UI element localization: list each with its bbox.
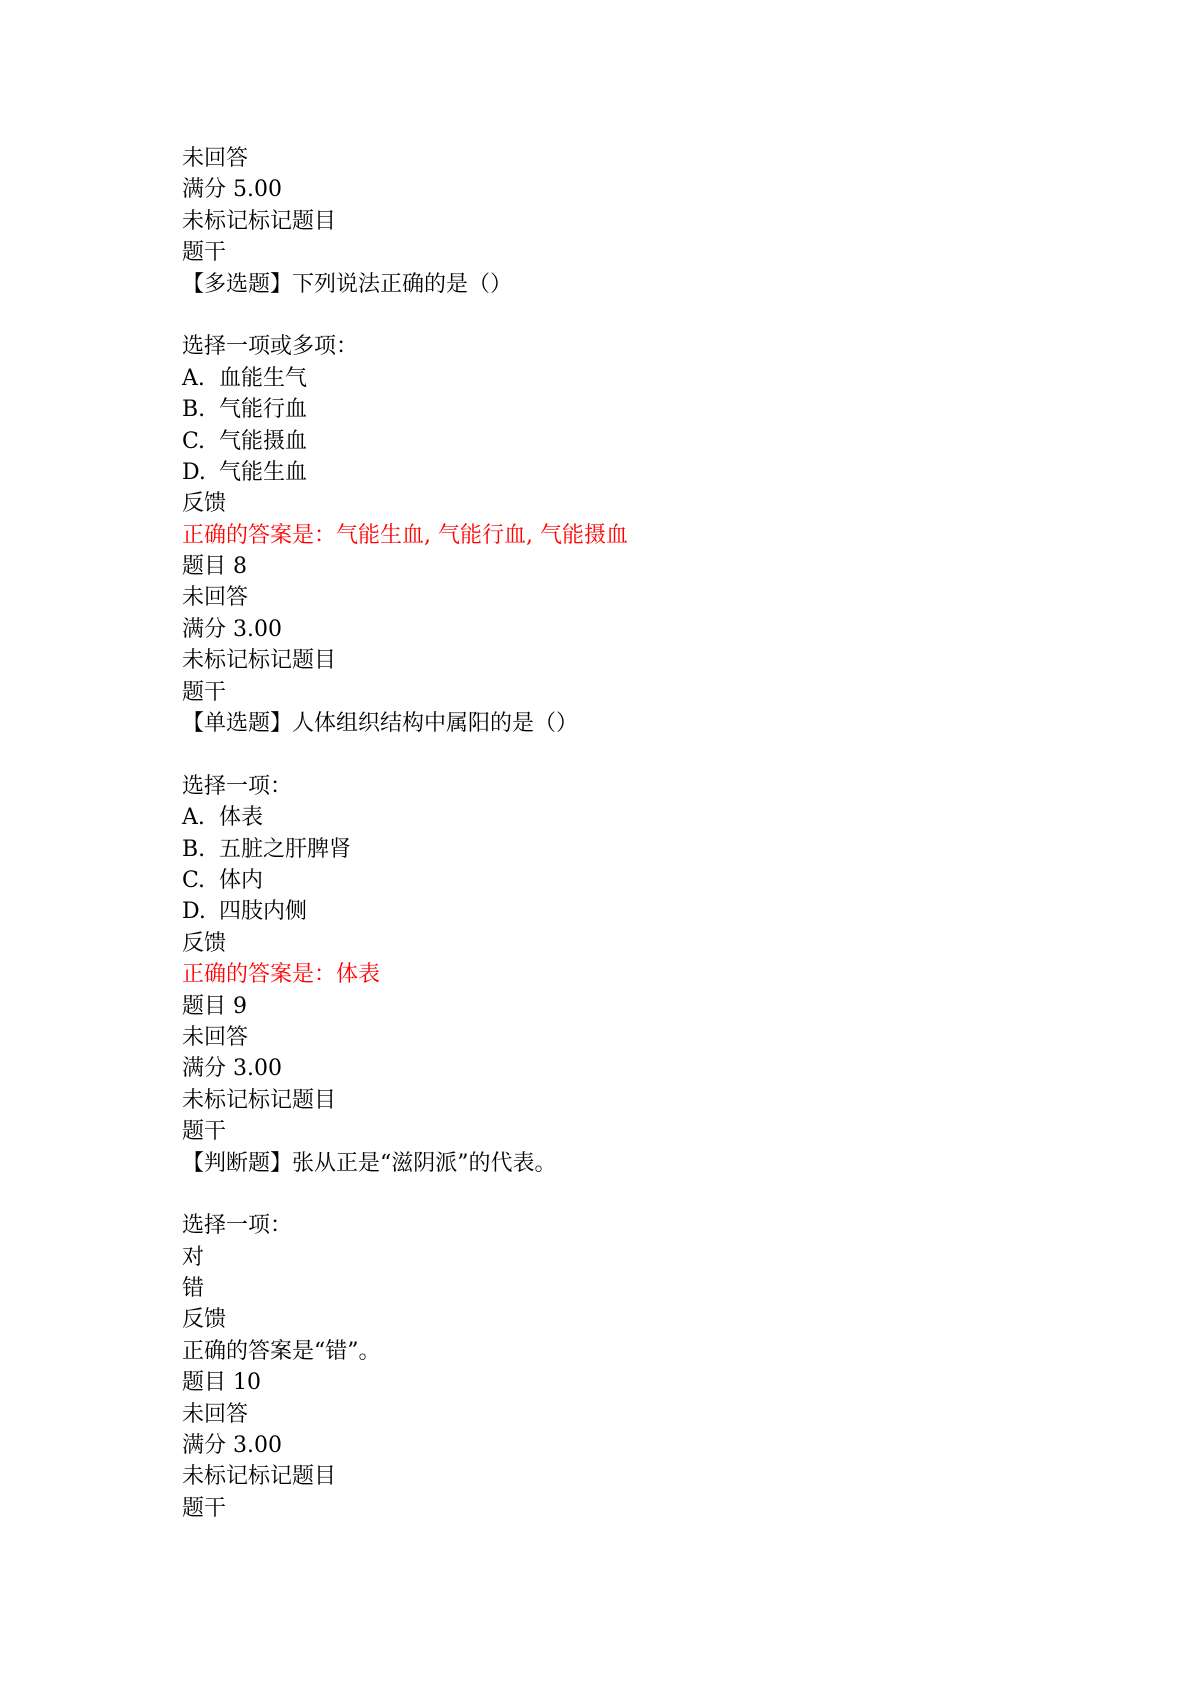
option-letter: A.	[182, 805, 205, 831]
flag-question-link[interactable]: 未标记标记题目	[182, 208, 337, 234]
correct-answer: 正确的答案是：体表	[182, 962, 381, 988]
option-a[interactable]	[182, 802, 1082, 833]
question-title: 题目 10	[182, 1370, 261, 1396]
option-text: 五脏之肝脾肾	[219, 836, 352, 862]
option-text: 体表	[219, 805, 264, 831]
option-letter: D.	[182, 899, 206, 925]
choice-prompt: 选择一项：	[182, 773, 293, 799]
option-d[interactable]	[182, 896, 1082, 927]
feedback-label: 反馈	[182, 1307, 227, 1333]
option-false[interactable]: 错	[182, 1276, 205, 1302]
question-stem: 【单选题】人体组织结构中属阳的是（）	[182, 711, 579, 737]
option-d[interactable]	[182, 457, 1082, 488]
option-text: 四肢内侧	[219, 899, 308, 925]
correct-answer: 正确的答案是“错”。	[182, 1338, 381, 1364]
question-score: 满分 3.00	[182, 1056, 282, 1082]
option-letter: B.	[182, 397, 206, 423]
option-letter: B.	[182, 836, 206, 862]
feedback-label: 反馈	[182, 930, 227, 956]
question-score: 满分 5.00	[182, 177, 282, 203]
flag-question-link[interactable]: 未标记标记题目	[182, 1464, 337, 1490]
question-score: 满分 3.00	[182, 1433, 282, 1459]
spacer	[182, 739, 1082, 770]
flag-question-link[interactable]: 未标记标记题目	[182, 1087, 337, 1113]
option-c[interactable]	[182, 426, 1082, 457]
option-true[interactable]: 对	[182, 1244, 205, 1270]
option-b[interactable]	[182, 394, 1082, 425]
question-status: 未回答	[182, 585, 249, 611]
option-text: 气能摄血	[219, 428, 308, 454]
question-status: 未回答	[182, 1401, 249, 1427]
option-b[interactable]	[182, 834, 1082, 865]
option-letter: A.	[182, 365, 205, 391]
option-letter: C.	[182, 867, 206, 893]
correct-answer: 正确的答案是：气能生血, 气能行血, 气能摄血	[182, 522, 628, 548]
choice-prompt: 选择一项或多项：	[182, 334, 359, 360]
option-a[interactable]	[182, 363, 1082, 394]
question-status: 未回答	[182, 146, 249, 171]
option-text: 气能行血	[219, 397, 308, 423]
option-c[interactable]	[182, 865, 1082, 896]
stem-label: 题干	[182, 1495, 227, 1521]
feedback-label: 反馈	[182, 491, 227, 517]
spacer	[182, 300, 1082, 331]
stem-label: 题干	[182, 1119, 227, 1145]
option-text: 气能生血	[219, 459, 308, 485]
question-title: 题目 9	[182, 993, 247, 1019]
question-stem: 【判断题】张从正是“滋阴派”的代表。	[182, 1150, 557, 1176]
choice-prompt: 选择一项：	[182, 1213, 293, 1239]
stem-label: 题干	[182, 679, 227, 705]
option-text: 血能生气	[219, 365, 308, 391]
option-letter: C.	[182, 428, 206, 454]
stem-label: 题干	[182, 240, 227, 266]
document-page	[182, 143, 1082, 1524]
question-status: 未回答	[182, 1024, 249, 1050]
option-letter: D.	[182, 459, 206, 485]
flag-question-link[interactable]: 未标记标记题目	[182, 648, 337, 674]
option-text: 体内	[219, 867, 264, 893]
spacer	[182, 1179, 1082, 1210]
question-score: 满分 3.00	[182, 616, 282, 642]
question-title: 题目 8	[182, 554, 247, 580]
question-stem: 【多选题】下列说法正确的是（）	[182, 271, 513, 297]
